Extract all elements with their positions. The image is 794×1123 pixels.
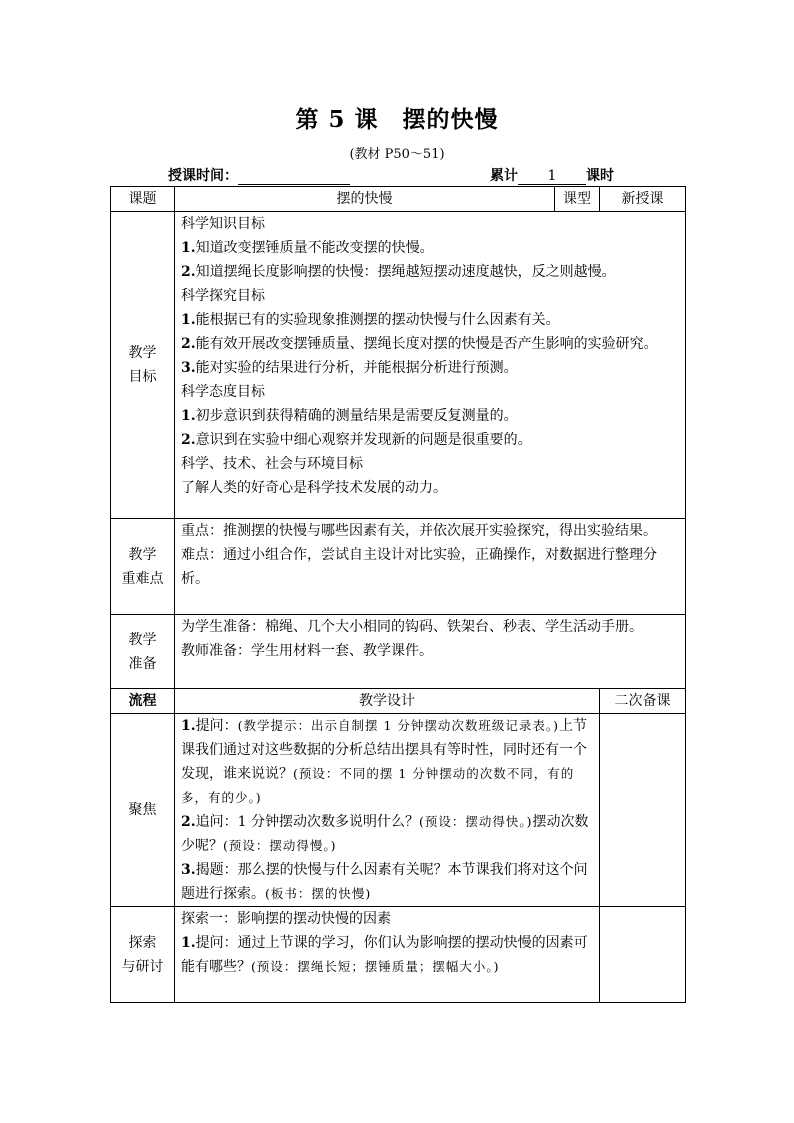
preparation-label: 教学 准备: [111, 615, 175, 689]
teacher-preparation: 教师准备：学生用材料一套、教学课件。: [181, 643, 433, 659]
objective-item: 2.能有效开展改变摆锤质量、摆绳长度对摆的快慢是否产生影响的实验研究。: [181, 336, 658, 352]
objectives-row: [111, 212, 686, 519]
key-points-label: 教学 重难点: [111, 519, 175, 615]
objective-item: 2.意识到在实验中细心观察并发现新的问题是很重要的。: [181, 432, 532, 448]
focus-row: [111, 714, 686, 907]
focus-step: 3.揭题：那么摆的快慢与什么因素有关呢？本节课我们将对这个问题进行探索。(板书：摆的快慢): [181, 862, 588, 902]
sts-heading: 科学、技术、社会与环境目标: [181, 456, 363, 472]
focus-label: 聚焦: [111, 714, 175, 907]
type-value: 新授课: [600, 187, 686, 212]
class-time: [168, 165, 350, 185]
preparation-row: [111, 615, 686, 689]
student-preparation: 为学生准备：棉绳、几个大小相同的钩码、铁架台、秒表、学生活动手册。: [181, 619, 643, 635]
explore-second-prep[interactable]: [600, 907, 686, 1003]
difficult-point: 难点：通过小组合作，尝试自主设计对比实验，正确操作，对数据进行整理分析。: [181, 547, 657, 587]
knowledge-heading: 科学知识目标: [181, 216, 265, 232]
explore-row: [111, 907, 686, 1003]
second-prep-header: 二次备课: [600, 689, 686, 714]
objective-item: 1.知道改变摆锤质量不能改变摆的快慢。: [181, 240, 434, 256]
explore-label: 探索 与研讨: [111, 907, 175, 1003]
attitude-heading: 科学态度目标: [181, 384, 265, 400]
textbook-pages: (教材 P50～51): [349, 147, 445, 162]
explore-step: 1.提问：通过上节课的学习，你们认为影响摆的摆动快慢的因素可能有哪些？(预设：摆绳长短；摆锤质量；摆幅大小。): [181, 935, 588, 975]
preparation-content: [175, 615, 686, 689]
focus-step: 1.提问：(教学提示：出示自制摆 1 分钟摆动次数班级记录表。)上节课我们通过对这些数据的分析总结出摆具有等时性，同时还有一个发现，谁来说说？(预设：不同的摆 1 分钟摆动的次数不同，有的多，有的少。): [181, 718, 588, 805]
topic-label: 课题: [111, 187, 175, 212]
cumulative-value: 1: [518, 168, 586, 185]
design-header: 教学设计: [175, 689, 600, 714]
flow-header: 流程: [111, 689, 175, 714]
explore-heading: 探索一：影响摆的摆动快慢的因素: [181, 911, 391, 927]
lesson-meta: [110, 165, 684, 185]
objective-item: 2.知道摆绳长度影响摆的快慢：摆绳越短摆动速度越快，反之则越慢。: [181, 264, 616, 280]
process-header-row: [111, 689, 686, 714]
lesson-title: 第 5 课 摆的快慢: [295, 106, 499, 133]
cumulative-unit: 课时: [586, 168, 614, 184]
focus-second-prep[interactable]: [600, 714, 686, 907]
objective-item: 1.初步意识到获得精确的测量结果是需要反复测量的。: [181, 408, 518, 424]
inquiry-heading: 科学探究目标: [181, 288, 265, 304]
lesson-plan-table: [110, 186, 686, 1003]
class-time-label: 授课时间：: [168, 168, 238, 184]
key-point: 重点：推测摆的快慢与哪些因素有关，并依次展开实验探究，得出实验结果。: [181, 523, 657, 539]
cumulative-label: 累计: [490, 168, 518, 184]
explore-content: [175, 907, 600, 1003]
class-time-blank: [238, 170, 350, 185]
key-points-row: [111, 519, 686, 615]
objectives-content: [175, 212, 686, 519]
focus-content: [175, 714, 600, 907]
objective-item: 1.能根据已有的实验现象推测摆的摆动快慢与什么因素有关。: [181, 312, 560, 328]
type-label: 课型: [555, 187, 600, 212]
focus-step: 2.追问：1 分钟摆动次数多说明什么？(预设：摆动得快。)摆动次数少呢？(预设：摆动得慢。): [181, 814, 589, 854]
topic-row: [111, 187, 686, 212]
objectives-label: 教学 目标: [111, 212, 175, 519]
objective-item: 3.能对实验的结果进行分析，并能根据分析进行预测。: [181, 360, 518, 376]
topic-value: 摆的快慢: [175, 187, 555, 212]
key-points-content: [175, 519, 686, 615]
objective-item: 了解人类的好奇心是科学技术发展的动力。: [181, 480, 447, 496]
cumulative-hours: [490, 165, 614, 185]
